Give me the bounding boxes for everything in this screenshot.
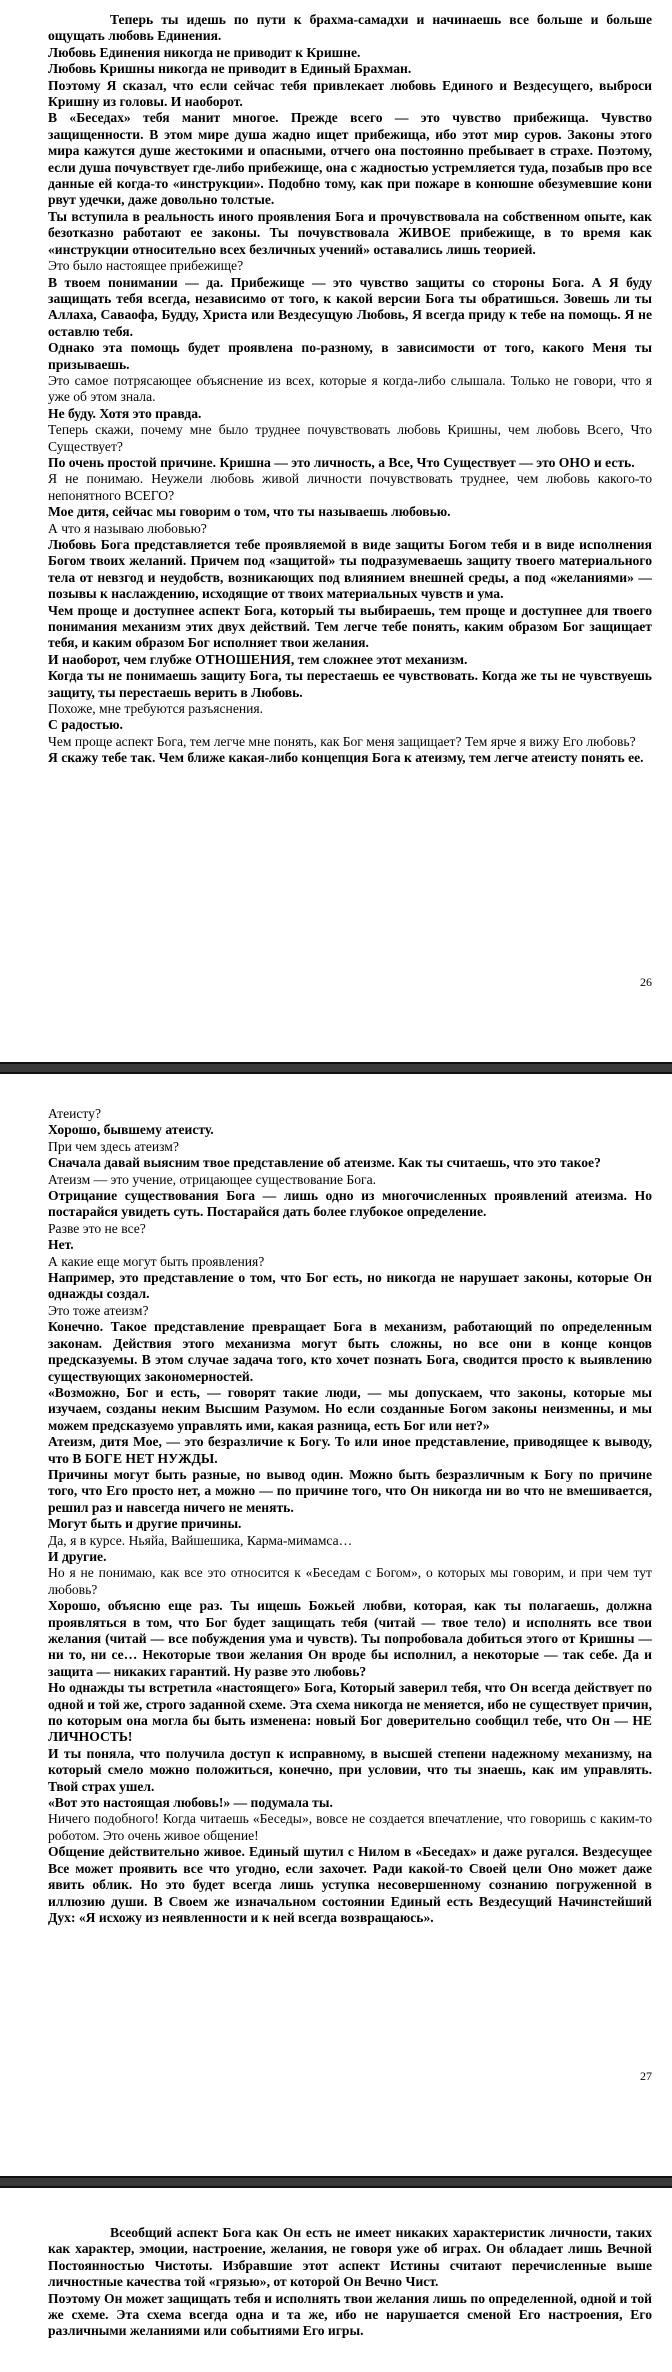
- paragraph: Отрицание существования Бога — лишь одно из многочисленных проявлений атеизма. Но постарайся увидеть суть. Постарайся дать более глубокое определение.: [48, 1188, 652, 1220]
- paragraph: Общение действительно живое. Единый шутил с Нилом в «Беседах» и даже ругался. Вездесущее Все может проявить все что угодно, если захочет. Ради какой-то Своей цели Оно может даже явить облик. Но это будет всегда лишь уступка несовершенному сознанию погруженной в иллюзию души. В Своем же изначальном состоянии Единый есть Вездесущий Начинстейший Дух: «Я исхожу из неявленности и к ней всегда возвращаюсь».: [48, 1844, 652, 1925]
- paragraph: Атеизм — это учение, отрицающее существование Бога.: [48, 1171, 377, 1187]
- paragraph: При чем здесь атеизм?: [48, 1138, 179, 1154]
- paragraph: Чем проще и доступнее аспект Бога, который ты выбираешь, тем проще и доступнее для твоего понимания механизм этих двух действий. Тем легче тебе понять, каким образом Бог защищает тебя, и каким образом Бог исполняет твои желания.: [48, 602, 652, 651]
- paragraph: Похоже, мне требуются разъяснения.: [48, 701, 264, 717]
- paragraph: Ничего подобного! Когда читаешь «Беседы», вовсе не создается впечатление, что говоришь с каким-то роботом. Это очень живое общение!: [48, 1811, 652, 1843]
- paragraph: Атеисту?: [48, 1106, 102, 1121]
- paragraph: Теперь скажи, почему мне было труднее почувствовать любовь Кришны, чем любовь Всего, Что Существует?: [48, 422, 652, 454]
- paragraph: И другие.: [48, 1548, 107, 1564]
- paragraph: А что я называю любовью?: [48, 520, 207, 536]
- page-27: [0, 1106, 672, 2106]
- paragraph: «Возможно, Бог и есть, — говорят такие люди, — мы допускаем, что законы, которые мы изучаем, созданы неким Высшим Разумом. Но если созданные Богом законы неизменны, и мы можем предсказуемо управлять ими, какая разница, есть Бог или нет?»: [48, 1384, 652, 1433]
- page-divider: [0, 1062, 672, 1074]
- paragraph: Но однажды ты встретила «настоящего» Бога, Который заверил тебя, что Он всегда действует по одной и той же, строго заданной схеме. Эта схема никогда не меняется, ибо не существует причин, по которым она могла бы быть изменена: новый Бог доверительно сообщил тебе, что Он — НЕ ЛИЧНОСТЬ!: [48, 1680, 652, 1745]
- paragraph: Да, я в курсе. Ньяйа, Вайшешика, Карма-мимамса…: [48, 1532, 353, 1548]
- paragraph: В «Беседах» тебя манит многое. Прежде всего — это чувство прибежища. Чувство защищенности. В этом мире душа жадно ищет прибежища, ибо этот мир суров. Законы этого мира кажутся душе жестокими и опасными, отчего она постоянно пребывает в страхе. Поэтому, если душа почувствует где-либо прибежище, она с жадностью устремляется туда, позабыв про все данные ей когда-то «инструкции». Подобно тому, как при пожаре в конюшне обезумевшие кони рвут удечки, даже довольно толстые.: [48, 110, 652, 208]
- paragraph: Ты вступила в реальность иного проявления Бога и прочувствовала на собственном опыте, как безотказно работают ее законы. Ты почувствовала ЖИВОЕ прибежище, в то время как «инструкции относительно всех безличных учений» оставались лишь теорией.: [48, 208, 652, 257]
- paragraph: Чем проще аспект Бога, тем легче мне понять, как Бог меня защищает? Тем ярче я вижу Его любовь?: [48, 733, 636, 749]
- paragraph: А какие еще могут быть проявления?: [48, 1253, 265, 1269]
- paragraph: Хорошо, бывшему атеисту.: [48, 1122, 214, 1138]
- page-26-body: [48, 12, 652, 767]
- page-divider: [0, 2176, 672, 2188]
- paragraph: И ты поняла, что получила доступ к исправному, в высшей степени надежному механизму, на который смело можно положиться, конечно, при условии, что ты знаешь, как им управлять. Твой страх ушел.: [48, 1745, 652, 1794]
- paragraph: Всеобщий аспект Бога как Он есть не имеет никаких характеристик личности, таких как характер, эмоции, настроение, желания, не говоря уже об играх. Он обладает лишь Вечной Постоянностью Чистоты. Избравшие этот аспект Истины считают перечисленные выше личностные качества той «грязью», от которой Он Вечно Чист.: [48, 2225, 652, 2290]
- paragraph: «Вот это настоящая любовь!» — подумала ты.: [48, 1795, 333, 1811]
- paragraph: Могут быть и другие причины.: [48, 1516, 242, 1532]
- paragraph: Конечно. Такое представление превращает Бога в механизм, работающий по определенным законам. Действия этого механизма могут быть сложны, но все они в конце концов предсказуемы. В этом случае задача того, кто хочет познать Бога, сводится просто к выявлению существующих закономерностей.: [48, 1319, 652, 1384]
- page-28-body: [48, 2225, 652, 2340]
- page-28: [0, 2225, 672, 2372]
- paragraph: Я не понимаю. Неужели любовь живой личности почувствовать труднее, чем любовь какого-то непонятного ВСЕГО?: [48, 471, 652, 503]
- paragraph: Поэтому Он может защищать тебя и исполнять твои желания лишь по определенной, одной и той же схеме. Эта схема всегда одна и та же, ибо не нарушается сменой Его настроения, Его различными желаниями или событиями Его игры.: [48, 2290, 652, 2339]
- paragraph: Любовь Единения никогда не приводит к Кришне.: [48, 44, 361, 60]
- paragraph: Причины могут быть разные, но вывод один. Можно быть безразличным к Богу по причине того, что Его просто нет, а можно — по причине того, что Он никогда ни во что не вмешивается, решил раз и навсегда ничего не менять.: [48, 1466, 652, 1515]
- paragraph: Например, это представление о том, что Бог есть, но никогда не нарушает законы, которые Он однажды создал.: [48, 1270, 652, 1302]
- paragraph: Атеизм, дитя Мое, — это безразличие к Богу. То или иное представление, приводящее к выводу, что В БОГЕ НЕТ НУЖДЫ.: [48, 1434, 652, 1466]
- paragraph: Нет.: [48, 1237, 74, 1253]
- paragraph: Я скажу тебе так. Чем ближе какая-либо концепция Бога к атеизму, тем легче атеисту понять ее.: [48, 750, 644, 766]
- paragraph: Это самое потрясающее объяснение из всех, которые я когда-либо слышала. Только не говори, что я уже об этом знала.: [48, 372, 652, 405]
- paragraph: Хорошо, объясню еще раз. Ты ищешь Божьей любви, которая, как ты полагаешь, должна проявляться в том, что Бог будет защищать тебя (читай — твое тело) и исполнять все твои желания (читай — все побуждения ума и чувств). Ты попробовала добиться этого от Кришны — ни то, ни се… Некоторые твои желания Он вроде бы исполнил, а некоторые — так себе. Да и защита — никаких гарантий. Ну разве это любовь?: [48, 1598, 652, 1679]
- paragraph: По очень простой причине. Кришна — это личность, а Все, Что Существует — это ОНО и есть.: [48, 454, 635, 470]
- paragraph: Разве это не все?: [48, 1220, 146, 1236]
- page-26: [0, 12, 672, 1012]
- paragraph: Поэтому Я сказал, что если сейчас тебя привлекает любовь Единого и Вездесущего, выброси Кришну из головы. И наоборот.: [48, 77, 652, 110]
- paragraph: В твоем понимании — да. Прибежище — это чувство защиты со стороны Бога. А Я буду защищать тебя всегда, независимо от того, к какой версии Бога ты обратишься. Зовешь ли ты Аллаха, Саваофа, Будду, Христа или Вездесущую Любовь, Я всегда приду к тебе на помощь. Я не оставлю тебя.: [48, 274, 652, 339]
- paragraph: Любовь Бога представляется тебе проявляемой в виде защиты Богом тебя и в виде исполнения Богом твоих желаний. Причем под «защитой» ты подразумеваешь защиту твоего материального тела от невзгод и неудобств, возникающих под влиянием внешней среды, а под «желаниями» — позывы к наслаждению, исходящие от твоих материальных чувств и ума.: [48, 537, 652, 602]
- paragraph: И наоборот, чем глубже ОТНОШЕНИЯ, тем сложнее этот механизм.: [48, 651, 468, 667]
- paragraph: Когда ты не понимаешь защиту Бога, ты перестаешь ее чувствовать. Когда же ты не чувствуешь защиту, ты перестаешь верить в Любовь.: [48, 668, 652, 700]
- paragraph: Это тоже атеизм?: [48, 1302, 149, 1318]
- paragraph: Однако эта помощь будет проявлена по-разному, в зависимости от того, какого Меня ты призываешь.: [48, 340, 652, 372]
- paragraph: Не буду. Хотя это правда.: [48, 405, 202, 421]
- paragraph: Сначала давай выясним твое представление об атеизме. Как ты считаешь, что это такое?: [48, 1155, 601, 1171]
- paragraph: С радостью.: [48, 717, 123, 733]
- paragraph: Любовь Кришны никогда не приводит в Единый Брахман.: [48, 61, 412, 77]
- page-number: 27: [640, 2069, 652, 2083]
- paragraph: Это было настоящее прибежище?: [48, 258, 244, 274]
- page-27-body: [48, 1106, 652, 1926]
- page-number: 26: [640, 975, 652, 989]
- paragraph: Теперь ты идешь по пути к брахма-самадхи и начинаешь все больше и больше ощущать любовь Единения.: [48, 12, 652, 44]
- paragraph: Мое дитя, сейчас мы говорим о том, что ты называешь любовью.: [48, 504, 451, 520]
- paragraph: Но я не понимаю, как все это относится к «Беседам с Богом», о которых мы говорим, и при чем тут любовь?: [48, 1565, 652, 1597]
